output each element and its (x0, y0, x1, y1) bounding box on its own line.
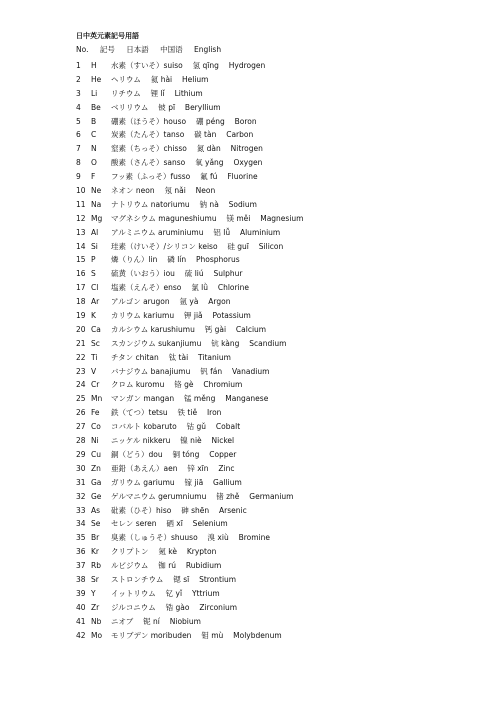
document-title: 日中英元素記号用語 (76, 32, 139, 40)
element-symbol: Li (91, 88, 98, 98)
element-row (76, 295, 486, 309)
element-names: 砒素（ひそ）hiso 砷 shēn Arsenic (111, 505, 247, 515)
element-symbol: Sr (91, 574, 99, 584)
element-names: 炭素（たんそ）tanso 碳 tàn Carbon (111, 130, 254, 140)
element-names: 窒素（ちっそ）chisso 氮 dàn Nitrogen (111, 144, 263, 154)
element-number: 30 (76, 463, 86, 473)
element-row (76, 531, 486, 545)
element-symbol: Sc (91, 338, 100, 348)
element-row (76, 323, 486, 337)
element-row (76, 517, 486, 531)
element-names: 鉄（てつ）tetsu 铁 tiě Iron (111, 408, 222, 418)
element-number: 42 (76, 630, 86, 640)
element-number: 37 (76, 561, 86, 571)
element-names: ゲルマニウム gerumniumu 锗 zhě Germanium (111, 491, 294, 501)
element-symbol: Si (91, 241, 98, 251)
element-symbol: B (91, 116, 97, 126)
element-row (76, 184, 486, 198)
element-row (76, 337, 486, 351)
element-number: 7 (76, 144, 81, 154)
element-number: 26 (76, 408, 86, 418)
element-names: ガリウム gariumu 镓 jiā Gallium (111, 477, 242, 487)
element-number: 33 (76, 505, 86, 515)
element-symbol: N (91, 144, 97, 154)
element-number: 10 (76, 186, 86, 196)
element-row (76, 309, 486, 323)
header-japanese: 日本語 (126, 45, 149, 54)
element-names: バナジウム banajiumu 钒 fán Vanadium (111, 366, 270, 376)
element-number: 21 (76, 338, 86, 348)
element-symbol: F (91, 172, 96, 182)
element-symbol: As (91, 505, 101, 515)
element-row (76, 101, 486, 115)
element-row (76, 490, 486, 504)
header-chinese: 中国语 (160, 45, 183, 54)
element-names: 臭素（しゅうそ）shuuso 溴 xiù Bromine (111, 533, 271, 543)
element-names: アルゴン arugon 氩 yà Argon (111, 297, 231, 307)
element-row (76, 267, 486, 281)
element-number: 20 (76, 324, 86, 334)
element-names: 燐（りん）lin 磷 lín Phosphorus (111, 255, 240, 265)
element-symbol: Ne (91, 186, 102, 196)
element-symbol: Na (91, 199, 102, 209)
element-symbol: Ga (91, 477, 102, 487)
element-row (76, 87, 486, 101)
element-number: 27 (76, 422, 86, 432)
element-symbol: K (91, 311, 96, 321)
element-row (76, 281, 486, 295)
element-row (76, 156, 486, 170)
element-row (76, 559, 486, 573)
element-row (76, 573, 486, 587)
element-row (76, 128, 486, 142)
element-names: セレン seren 硒 xī Selenium (111, 519, 228, 529)
element-row (76, 115, 486, 129)
element-symbol: Cu (91, 449, 101, 459)
element-number: 38 (76, 574, 86, 584)
element-names: 珪素（けいそ）/シリコン keiso 硅 guī Silicon (111, 241, 284, 251)
element-names: ベリリウム 铍 pī Beryllium (111, 102, 221, 112)
element-symbol: Mn (91, 394, 103, 404)
element-names: クリプトン 氪 kè Krypton (111, 547, 217, 557)
element-symbol: Ge (91, 491, 102, 501)
element-symbol: H (91, 61, 97, 70)
element-symbol: O (91, 158, 97, 168)
element-names: ニッケル nikkeru 镍 niè Nickel (111, 436, 235, 446)
element-names: コバルト kobaruto 钴 gǔ Cobalt (111, 422, 241, 432)
element-symbol: P (91, 255, 96, 265)
element-names: ネオン neon 氖 nǎi Neon (111, 186, 216, 196)
element-names: 水素（すいそ）suiso 氢 qīng Hydrogen (111, 61, 266, 70)
element-symbol: Al (91, 227, 99, 237)
element-names: チタン chitan 钛 tài Titanium (111, 352, 231, 362)
element-names: モリブデン moribuden 钼 mù Molybdenum (111, 630, 282, 640)
element-symbol: Co (91, 422, 101, 432)
element-symbol: Fe (91, 408, 100, 418)
element-row (76, 378, 486, 392)
element-names: リチウム 锂 lǐ Lithium (111, 88, 203, 98)
element-number: 40 (76, 602, 86, 612)
element-names: ナトリウム natoriumu 钠 nà Sodium (111, 199, 257, 209)
element-names: 亜鉛（あえん）aen 锌 xīn Zinc (111, 463, 235, 473)
element-row (76, 476, 486, 490)
element-row (76, 462, 486, 476)
element-number: 28 (76, 436, 86, 446)
element-names: マンガン mangan 锰 měng Manganese (111, 394, 269, 404)
element-row (76, 73, 486, 87)
element-names: クロム kuromu 铬 gè Chromium (111, 380, 243, 390)
element-number: 24 (76, 380, 86, 390)
element-symbol: Be (91, 102, 101, 112)
element-symbol: Nb (91, 616, 102, 626)
element-row (76, 170, 486, 184)
element-number: 22 (76, 352, 86, 362)
element-names: ストロンチウム 锶 sī Strontium (111, 574, 237, 584)
element-symbol: Zn (91, 463, 101, 473)
element-row (76, 615, 486, 629)
element-number: 2 (76, 74, 81, 84)
element-symbol: Ca (91, 324, 101, 334)
element-names: イットリウム 钇 yǐ Yttrium (111, 588, 220, 598)
element-names: ヘリウム 氦 hài Helium (111, 74, 209, 84)
element-number: 41 (76, 616, 86, 626)
header-english: English (194, 45, 222, 54)
element-symbol: Mg (91, 213, 103, 223)
element-names: アルミニウム aruminiumu 铝 lǚ Aluminium (111, 227, 281, 237)
element-names: 銅（どう）dou 铜 tóng Copper (111, 449, 237, 459)
element-names: フッ素（ふっそ）fusso 氟 fú Fluorine (111, 172, 258, 182)
element-names: 酸素（さんそ）sanso 氧 yǎng Oxygen (111, 158, 263, 168)
element-number: 18 (76, 297, 86, 307)
element-symbol: Ni (91, 436, 99, 446)
element-number: 23 (76, 366, 86, 376)
element-symbol: Y (91, 588, 96, 598)
element-names: ジルコニウム 锆 gào Zirconium (111, 602, 238, 612)
element-row (76, 601, 486, 615)
element-number: 34 (76, 519, 86, 529)
element-row (76, 406, 486, 420)
element-number: 1 (76, 61, 81, 70)
element-row (76, 142, 486, 156)
element-number: 15 (76, 255, 86, 265)
element-number: 35 (76, 533, 86, 543)
element-symbol: V (91, 366, 97, 376)
element-names: 硼素（ほうそ）houso 硼 péng Boron (111, 116, 257, 126)
element-symbol: Kr (91, 547, 100, 557)
element-number: 29 (76, 449, 86, 459)
element-number: 17 (76, 283, 86, 293)
element-symbol: Se (91, 519, 101, 529)
element-number: 6 (76, 130, 81, 140)
element-number: 16 (76, 269, 86, 279)
element-row (76, 253, 486, 267)
element-number: 32 (76, 491, 86, 501)
element-row (76, 629, 486, 643)
element-number: 13 (76, 227, 86, 237)
element-number: 39 (76, 588, 86, 598)
header-symbol: 記号 (99, 45, 115, 54)
element-row (76, 240, 486, 254)
element-row (76, 392, 486, 406)
element-row (76, 365, 486, 379)
element-row (76, 504, 486, 518)
element-row (76, 545, 486, 559)
element-row (76, 198, 486, 212)
element-row (76, 448, 486, 462)
element-number: 36 (76, 547, 86, 557)
element-symbol: Zr (91, 602, 100, 612)
element-names: 塩素（えんそ）enso 氯 lǜ Chlorine (111, 283, 250, 293)
element-symbol: C (91, 130, 97, 140)
element-names: スカンジウム sukanjiumu 钪 kàng Scandium (111, 338, 287, 348)
element-row (76, 351, 486, 365)
element-number: 19 (76, 311, 86, 321)
element-row (76, 434, 486, 448)
element-number: 5 (76, 116, 81, 126)
element-number: 9 (76, 172, 81, 182)
element-row (76, 587, 486, 601)
element-number: 12 (76, 213, 86, 223)
element-names: ルビジウム 铷 rú Rubidium (111, 561, 222, 571)
column-header-row (76, 44, 486, 56)
element-number: 4 (76, 102, 81, 112)
element-row (76, 212, 486, 226)
element-symbol: Ti (91, 352, 98, 362)
element-number: 25 (76, 394, 86, 404)
element-symbol: S (91, 269, 96, 279)
element-number: 14 (76, 241, 86, 251)
element-names: カルシウム karushiumu 钙 gài Calcium (111, 324, 267, 334)
element-names: カリウム kariumu 钾 jiǎ Potassium (111, 311, 251, 321)
element-names: マグネシウム maguneshiumu 镁 měi Magnesium (111, 213, 304, 223)
element-number: 11 (76, 199, 86, 209)
element-number: 31 (76, 477, 86, 487)
header-no: No. (76, 45, 89, 54)
element-row (76, 59, 486, 73)
element-symbol: Cr (91, 380, 100, 390)
element-names: ニオブ 铌 ní Niobium (111, 616, 201, 626)
element-symbol: Rb (91, 561, 101, 571)
element-list (76, 59, 486, 642)
element-symbol: He (91, 74, 102, 84)
element-row (76, 226, 486, 240)
element-symbol: Mo (91, 630, 103, 640)
element-symbol: Br (91, 533, 100, 543)
element-names: 硫黄（いおう）iou 硫 liú Sulphur (111, 269, 243, 279)
element-symbol: Ar (91, 297, 100, 307)
element-number: 3 (76, 88, 81, 98)
element-row (76, 420, 486, 434)
element-number: 8 (76, 158, 81, 168)
element-symbol: Cl (91, 283, 99, 293)
